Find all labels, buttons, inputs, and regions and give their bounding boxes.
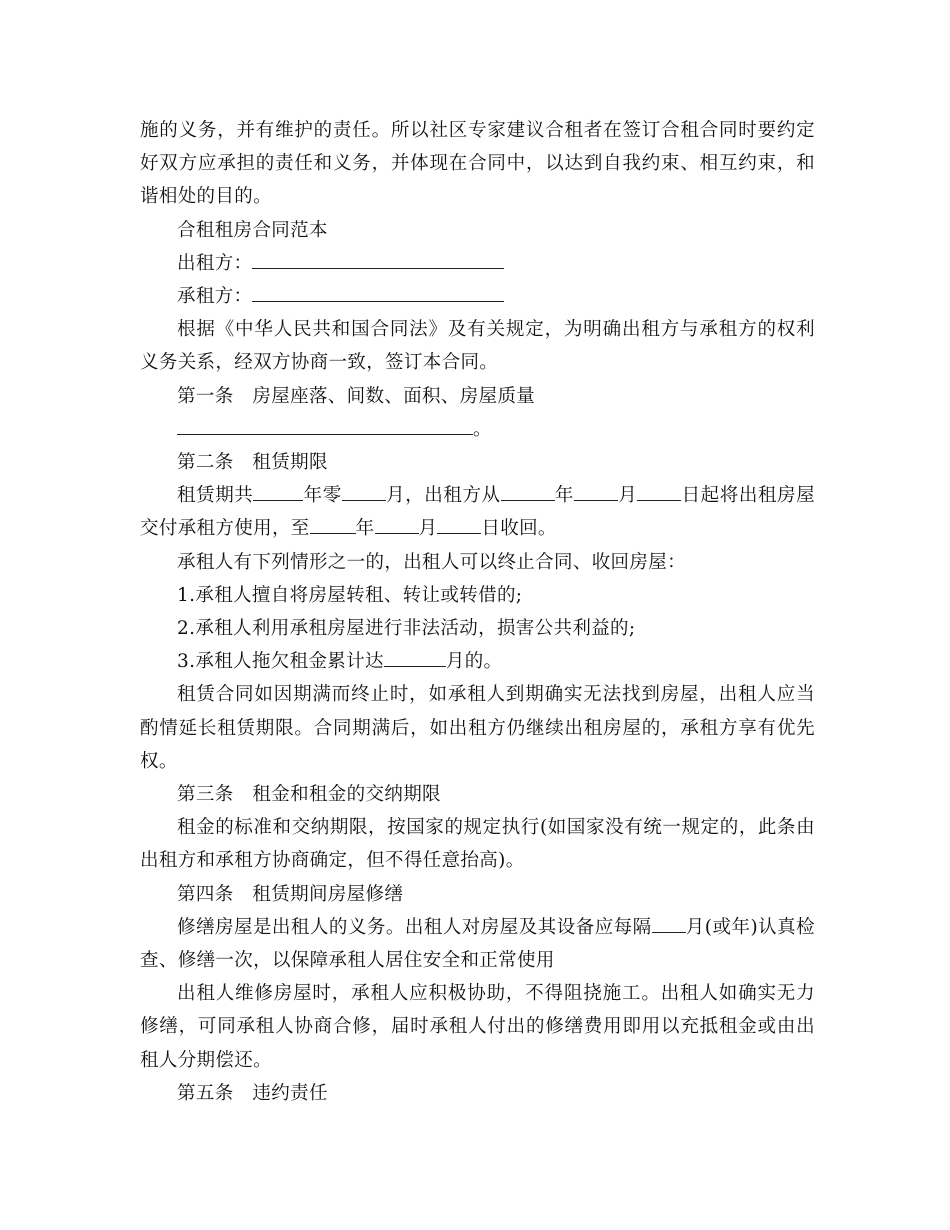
item-3-text-b: 月的。: [445, 651, 503, 673]
start-day-blank: [637, 483, 681, 502]
article-1-blank-line: [140, 413, 815, 446]
termination-paragraph: 承租人有下列情形之一的，出租人可以终止合同、收回房屋：: [177, 551, 686, 573]
arrears-months-blank: [384, 649, 446, 668]
lease-text-b: 年零: [303, 485, 342, 507]
lease-text-c: 月，出租方从: [385, 485, 501, 507]
lease-text-h: 月: [418, 518, 438, 540]
repair-paragraph: [140, 911, 815, 977]
lease-years-blank: [253, 483, 303, 502]
lessor-blank: [252, 250, 504, 269]
lessor-label: 出租方：: [177, 252, 253, 274]
lessee-blank: [252, 283, 504, 302]
list-item-3: [140, 645, 815, 678]
article-2-heading: 第二条 租赁期限: [177, 452, 328, 474]
end-year-blank: [310, 516, 356, 535]
lease-text-d: 年: [554, 485, 574, 507]
property-blank: [177, 416, 473, 435]
list-item-1: 1.承租人擅自将房屋转租、转让或转借的;: [177, 584, 523, 606]
article-1-heading: 第一条 房屋座落、间数、面积、房屋质量: [177, 385, 536, 407]
repair-cooperation-paragraph: 出租人维修房屋时，承租人应积极协助，不得阻挠施工。出租人如确实无力修缮，可同承租人协商合修，届时承租人付出的修缮费用即用以充抵租金或由出租人分期偿还。: [140, 983, 815, 1071]
lease-text-i: 日收回。: [481, 518, 557, 540]
article-1-end: 。: [473, 418, 492, 440]
contract-title: 合租租房合同范本: [177, 219, 328, 241]
lessee-label: 承租方：: [177, 286, 253, 308]
lease-term-paragraph: [140, 479, 815, 545]
end-month-blank: [375, 516, 419, 535]
expiry-paragraph: 租赁合同如因期满而终止时，如承租人到期确实无法找到房屋，出租人应当酌情延长租赁期限。合同期满后，如出租方仍继续出租房屋的，承租方享有优先权。: [140, 684, 815, 772]
start-year-blank: [501, 483, 555, 502]
intro-paragraph: 施的义务，并有维护的责任。所以社区专家建议合租者在签订合租合同时要约定好双方应承担的责任和义务，并体现在合同中，以达到自我约束、相互约束，和谐相处的目的。: [140, 120, 815, 208]
lessee-line: [140, 280, 815, 313]
repair-text-a: 修缮房屋是出租人的义务。出租人对房屋及其设备应每隔: [177, 916, 652, 938]
article-3-heading: 第三条 租金和租金的交纳期限: [177, 784, 441, 806]
lease-text-f: 日起将出租房屋交付承租方使用，至: [140, 485, 815, 540]
list-item-2: 2.承租人利用承租房屋进行非法活动，损害公共利益的;: [177, 618, 636, 640]
repair-interval-blank: [652, 914, 686, 933]
document-page: [140, 114, 815, 1110]
article-4-heading: 第四条 租赁期间房屋修缮: [177, 883, 404, 905]
lease-text-e: 月: [617, 485, 638, 507]
lease-months-blank: [342, 483, 386, 502]
article-5-heading: 第五条 违约责任: [177, 1082, 328, 1104]
repair-text-b: 月(或年)认真检查、修缮一次，以保障承租人居住安全和正常使用: [140, 916, 815, 972]
lease-text-a: 租赁期共: [177, 485, 254, 507]
start-month-blank: [574, 483, 618, 502]
basis-paragraph: 根据《中华人民共和国合同法》及有关规定，为明确出租方与承租方的权利义务关系，经双方协商一致，签订本合同。: [140, 319, 815, 374]
rent-paragraph: 租金的标准和交纳期限，按国家的规定执行(如国家没有统一规定的，此条由出租方和承租方协商确定，但不得任意抬高)。: [140, 817, 815, 872]
item-3-text-a: 3.承租人拖欠租金累计达: [177, 651, 384, 673]
lease-text-g: 年: [355, 518, 375, 540]
end-day-blank: [437, 516, 481, 535]
lessor-line: [140, 247, 815, 280]
